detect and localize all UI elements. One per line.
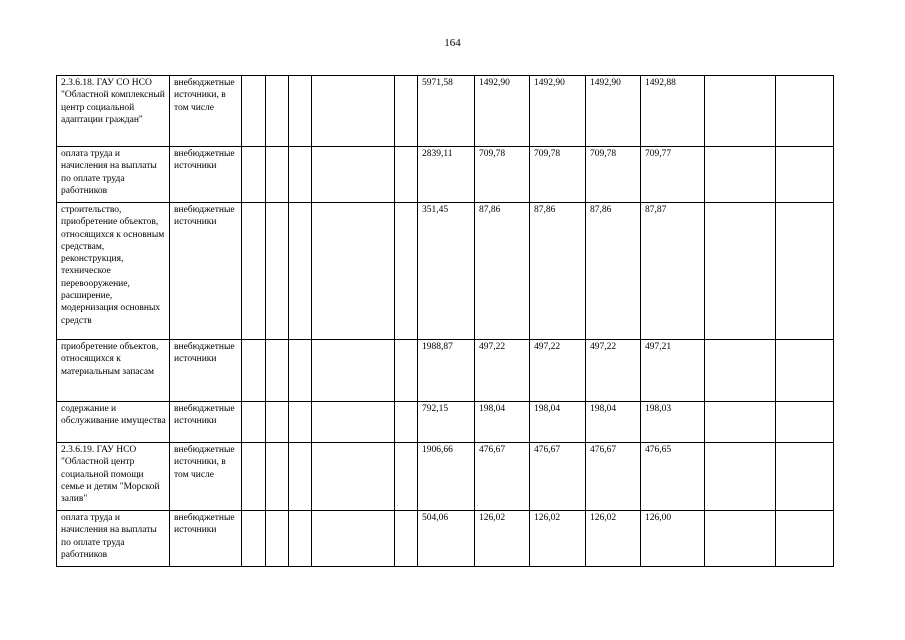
row-name-cell: 2.3.6.18. ГАУ СО НСО "Областной комплексный центр социальной адаптации граждан"	[57, 76, 170, 147]
table-row	[57, 402, 834, 443]
year-1-cell: 1492,90	[475, 76, 530, 147]
year-4-cell: 709,77	[641, 147, 705, 203]
row-name-cell: содержание и обслуживание имущества	[57, 402, 170, 443]
empty-cell	[266, 340, 289, 402]
year-1-cell: 497,22	[475, 340, 530, 402]
row-name-cell: оплата труда и начисления на выплаты по оплате труда работников	[57, 147, 170, 203]
empty-cell	[242, 76, 266, 147]
year-3-cell: 476,67	[586, 443, 641, 511]
year-4-cell: 87,87	[641, 203, 705, 340]
empty-cell	[289, 511, 312, 567]
empty-cell	[312, 203, 395, 340]
table-row	[57, 76, 834, 147]
row-name-cell: строительство, приобретение объектов, относящихся к основным средствам, реконструкция, техническое перевооружение, расширение, модернизация основных средств	[57, 203, 170, 340]
empty-cell	[776, 443, 834, 511]
empty-cell	[289, 76, 312, 147]
empty-cell	[776, 402, 834, 443]
empty-cell	[242, 511, 266, 567]
empty-cell	[395, 511, 418, 567]
year-1-cell: 87,86	[475, 203, 530, 340]
year-1-cell: 198,04	[475, 402, 530, 443]
empty-cell	[776, 203, 834, 340]
total-cell: 792,15	[418, 402, 475, 443]
empty-cell	[242, 443, 266, 511]
total-cell: 1906,66	[418, 443, 475, 511]
year-1-cell: 476,67	[475, 443, 530, 511]
source-cell: внебюджетные источники	[170, 147, 242, 203]
empty-cell	[312, 402, 395, 443]
total-cell: 504,06	[418, 511, 475, 567]
empty-cell	[242, 340, 266, 402]
total-cell: 351,45	[418, 203, 475, 340]
empty-cell	[705, 511, 776, 567]
empty-cell	[242, 402, 266, 443]
budget-table	[56, 75, 834, 567]
total-cell: 1988,87	[418, 340, 475, 402]
year-2-cell: 198,04	[530, 402, 586, 443]
year-2-cell: 1492,90	[530, 76, 586, 147]
row-name-cell: 2.3.6.19. ГАУ НСО "Областной центр социальной помощи семье и детям "Морской залив"	[57, 443, 170, 511]
year-4-cell: 1492,88	[641, 76, 705, 147]
table-row	[57, 340, 834, 402]
table-row	[57, 203, 834, 340]
empty-cell	[705, 147, 776, 203]
year-2-cell: 87,86	[530, 203, 586, 340]
total-cell: 2839,11	[418, 147, 475, 203]
year-2-cell: 709,78	[530, 147, 586, 203]
empty-cell	[705, 402, 776, 443]
source-cell: внебюджетные источники	[170, 402, 242, 443]
year-3-cell: 87,86	[586, 203, 641, 340]
year-3-cell: 198,04	[586, 402, 641, 443]
empty-cell	[395, 147, 418, 203]
year-3-cell: 1492,90	[586, 76, 641, 147]
year-2-cell: 476,67	[530, 443, 586, 511]
empty-cell	[312, 511, 395, 567]
page-number: 164	[444, 37, 461, 49]
empty-cell	[289, 203, 312, 340]
empty-cell	[312, 340, 395, 402]
empty-cell	[266, 443, 289, 511]
year-1-cell: 126,02	[475, 511, 530, 567]
empty-cell	[266, 511, 289, 567]
empty-cell	[312, 76, 395, 147]
empty-cell	[266, 203, 289, 340]
empty-cell	[705, 443, 776, 511]
year-3-cell: 497,22	[586, 340, 641, 402]
table-row	[57, 511, 834, 567]
empty-cell	[312, 443, 395, 511]
year-2-cell: 126,02	[530, 511, 586, 567]
empty-cell	[289, 443, 312, 511]
year-4-cell: 126,00	[641, 511, 705, 567]
empty-cell	[776, 340, 834, 402]
empty-cell	[705, 340, 776, 402]
source-cell: внебюджетные источники	[170, 203, 242, 340]
empty-cell	[395, 76, 418, 147]
empty-cell	[242, 203, 266, 340]
table-row	[57, 443, 834, 511]
empty-cell	[312, 147, 395, 203]
table-row	[57, 147, 834, 203]
empty-cell	[266, 147, 289, 203]
source-cell: внебюджетные источники, в том числе	[170, 76, 242, 147]
row-name-cell: оплата труда и начисления на выплаты по оплате труда работников	[57, 511, 170, 567]
empty-cell	[705, 203, 776, 340]
empty-cell	[395, 340, 418, 402]
empty-cell	[289, 147, 312, 203]
row-name-cell: приобретение объектов, относящихся к материальным запасам	[57, 340, 170, 402]
source-cell: внебюджетные источники, в том числе	[170, 443, 242, 511]
year-4-cell: 476,65	[641, 443, 705, 511]
empty-cell	[266, 402, 289, 443]
total-cell: 5971,58	[418, 76, 475, 147]
year-4-cell: 198,03	[641, 402, 705, 443]
year-2-cell: 497,22	[530, 340, 586, 402]
year-3-cell: 709,78	[586, 147, 641, 203]
empty-cell	[289, 402, 312, 443]
year-4-cell: 497,21	[641, 340, 705, 402]
empty-cell	[776, 511, 834, 567]
empty-cell	[289, 340, 312, 402]
empty-cell	[395, 402, 418, 443]
year-3-cell: 126,02	[586, 511, 641, 567]
empty-cell	[395, 203, 418, 340]
source-cell: внебюджетные источники	[170, 340, 242, 402]
source-cell: внебюджетные источники	[170, 511, 242, 567]
empty-cell	[395, 443, 418, 511]
year-1-cell: 709,78	[475, 147, 530, 203]
empty-cell	[242, 147, 266, 203]
empty-cell	[776, 147, 834, 203]
empty-cell	[776, 76, 834, 147]
empty-cell	[705, 76, 776, 147]
empty-cell	[266, 76, 289, 147]
